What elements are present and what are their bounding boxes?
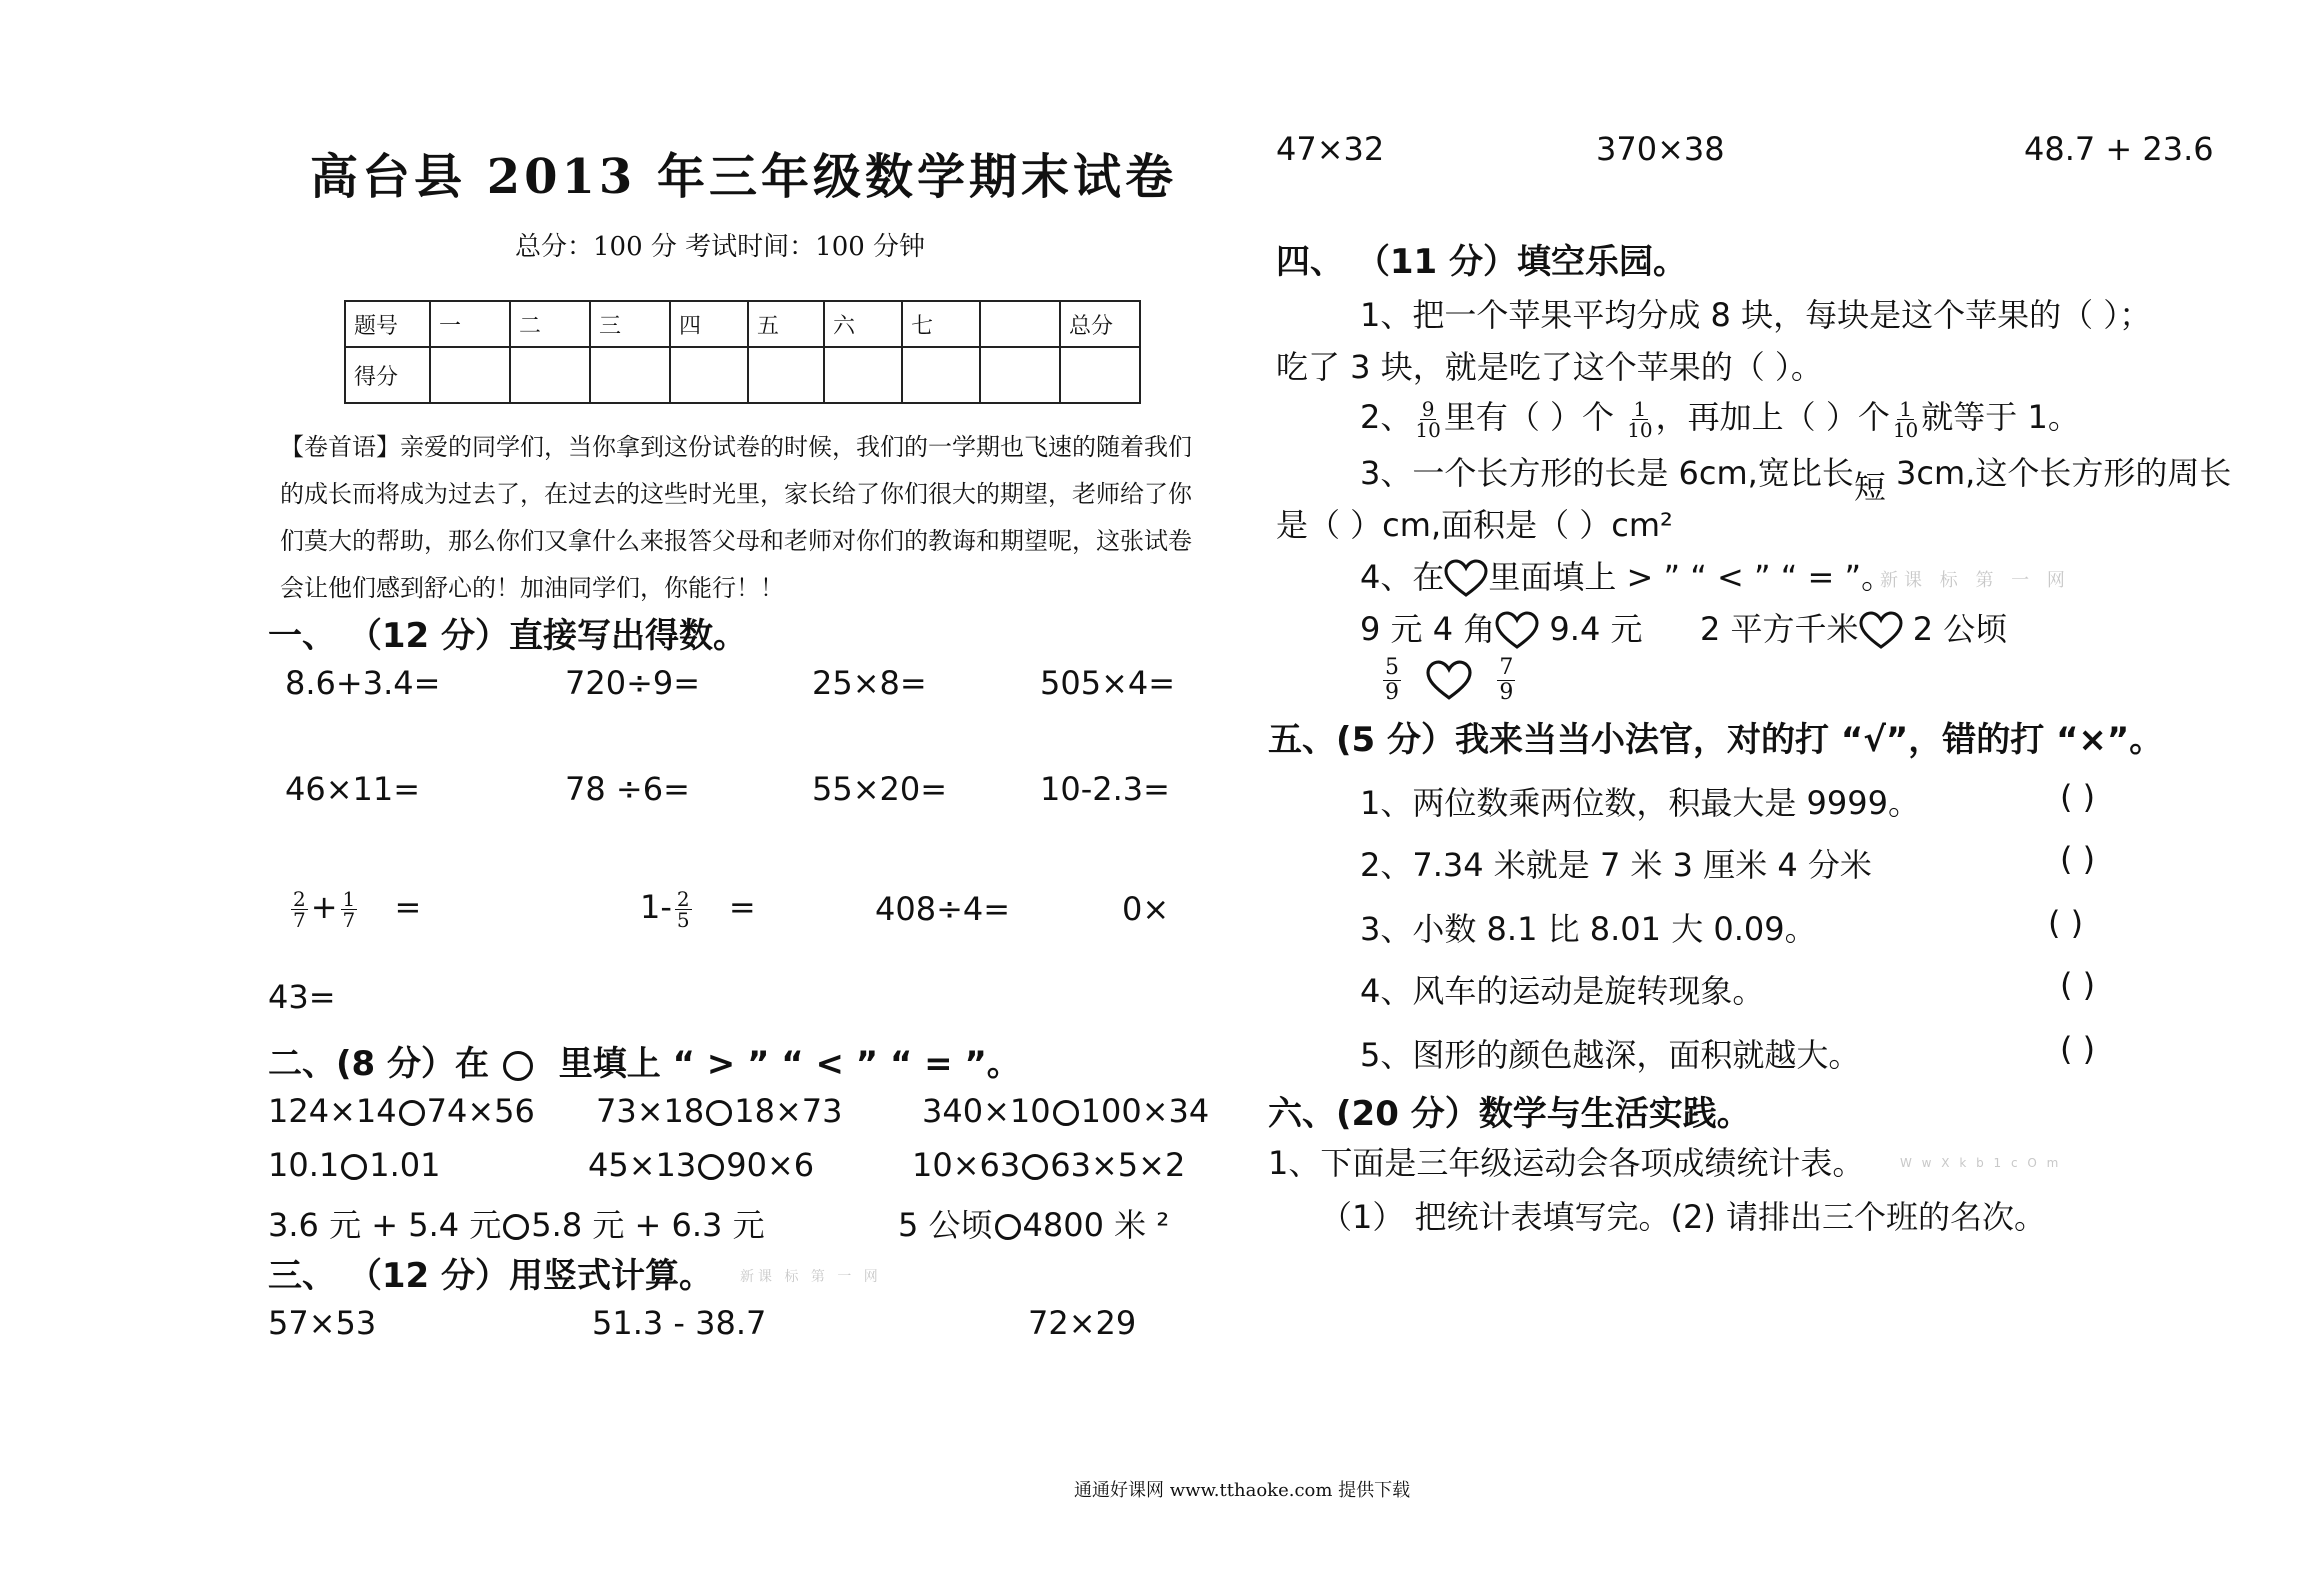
- circle-icon[interactable]: [399, 1100, 425, 1126]
- vertical-calc-item: 370×38: [1596, 130, 1725, 168]
- compare-item: 10×63 63×5×2: [912, 1146, 1186, 1184]
- fill-q1-line1: 1、把一个苹果平均分成 8 块，每块是这个苹果的（ ）；: [1360, 296, 2152, 334]
- circle-icon[interactable]: [995, 1214, 1021, 1240]
- calc-item-fraction-sum: $\frac{2}{7}$ + $\frac{1}{7}$ =: [293, 886, 422, 932]
- compare-item: 5 公顷 4800 米 ²: [898, 1206, 1170, 1244]
- score-table-cell: 总分: [1060, 301, 1140, 347]
- practice-q1-sub: （1） 把统计表填写完。(2) 请排出三个班的名次。: [1320, 1198, 2047, 1236]
- score-table-cell: 七: [902, 301, 980, 347]
- score-table-cell: 三: [590, 301, 670, 347]
- score-input-cell[interactable]: [748, 347, 824, 403]
- vertical-calc-item: 57×53: [268, 1304, 377, 1342]
- fraction: $\frac{1}{7}$: [342, 886, 356, 932]
- section5-heading: 五、(5 分）我来当当小法官，对的打 “√”，错的打 “×”。: [1268, 720, 2164, 760]
- section2-heading: 二、(8 分）在 里填上 “ > ” “ < ” “ = ”。: [268, 1044, 1021, 1084]
- circle-icon[interactable]: [1053, 1100, 1079, 1126]
- answer-paren[interactable]: ( ): [2060, 778, 2096, 816]
- fill-q3-line2: 是（ ）cm,面积是（ ）cm²: [1276, 506, 1673, 544]
- score-table-cell: 四: [670, 301, 748, 347]
- fraction: $\frac{5}{9}$: [1385, 655, 1399, 705]
- practice-q1: 1、下面是三年级运动会各项成绩统计表。: [1268, 1144, 1865, 1182]
- section3-heading: 三、 （12 分）用竖式计算。: [268, 1256, 713, 1296]
- answer-paren[interactable]: ( ): [2060, 966, 2096, 1004]
- answer-paren[interactable]: ( ): [2048, 904, 2084, 942]
- section6-heading: 六、(20 分）数学与生活实践。: [1268, 1094, 1751, 1134]
- watermark: 新课 标 第 一 网: [740, 1269, 882, 1285]
- answer-paren[interactable]: ( ): [2060, 840, 2096, 878]
- compare-item: 73×18 18×73: [596, 1092, 843, 1130]
- fraction: $\frac{2}{7}$: [293, 886, 306, 932]
- calc-item-fraction-diff: 1- $\frac{2}{5}$ =: [640, 886, 756, 932]
- calc-item: 78 ÷6=: [565, 770, 690, 808]
- compare-item: 340×10 100×34: [922, 1092, 1210, 1130]
- score-table-cell: 二: [510, 301, 590, 347]
- score-input-cell[interactable]: [824, 347, 902, 403]
- fill-q4-compare: 2 平方千米 2 公顷: [1700, 604, 2007, 651]
- calc-item: 0×: [1122, 890, 1170, 928]
- circle-icon[interactable]: [706, 1100, 732, 1126]
- score-table-cell: 五: [748, 301, 824, 347]
- calc-item: 8.6+3.4=: [285, 664, 441, 702]
- compare-item: 3.6 元 + 5.4 元 5.8 元 + 6.3 元: [268, 1206, 765, 1244]
- heart-icon[interactable]: [1424, 660, 1474, 702]
- judge-item: 5、图形的颜色越深，面积就越大。: [1360, 1036, 1861, 1074]
- score-input-cell[interactable]: [590, 347, 670, 403]
- fraction: $\frac{2}{5}$: [676, 886, 690, 932]
- calc-item: 55×20=: [812, 770, 948, 808]
- compare-item: 45×13 90×6: [588, 1146, 815, 1184]
- score-table-cell: 六: [824, 301, 902, 347]
- fill-q4-fraction-compare: [1380, 656, 1518, 705]
- section1-heading: 一、 （12 分）直接写出得数。: [268, 616, 747, 656]
- score-input-cell[interactable]: [510, 347, 590, 403]
- fraction: $\frac{1}{10}$: [1627, 396, 1653, 442]
- circle-icon[interactable]: [1022, 1154, 1048, 1180]
- calc-item: 720÷9=: [565, 664, 701, 702]
- fill-q3-line1: 3、一个长方形的长是 6cm,宽比长短 3cm,这个长方形的周长: [1360, 454, 2232, 506]
- judge-item: 2、7.34 米就是 7 米 3 厘米 4 分米: [1360, 846, 1872, 884]
- calc-item: 408÷4=: [875, 890, 1011, 928]
- score-input-cell[interactable]: [1060, 347, 1140, 403]
- answer-paren[interactable]: ( ): [2060, 1030, 2096, 1068]
- fill-q2: 2、 $\frac{9}{10}$ 里有（ ）个 $\frac{1}{10}$ ，再加上（ ）个 $\frac{1}{10}$ 就等于 1。: [1360, 396, 2080, 442]
- calc-item: 46×11=: [285, 770, 421, 808]
- score-input-cell[interactable]: [430, 347, 510, 403]
- score-input-cell[interactable]: [902, 347, 980, 403]
- section4-heading: 四、 （11 分）填空乐园。: [1276, 242, 1687, 282]
- compare-item: 10.1 1.01: [268, 1146, 441, 1184]
- heart-icon[interactable]: [1495, 611, 1539, 651]
- fraction: $\frac{1}{10}$: [1892, 396, 1919, 442]
- vertical-calc-item: 51.3 - 38.7: [592, 1304, 767, 1342]
- footer-text: 通通好课网 www.tthaoke.com 提供下载: [1074, 1480, 1411, 1501]
- calc-item: 43=: [268, 978, 336, 1016]
- watermark: W w X k b 1 c O m: [1900, 1156, 2062, 1170]
- circle-icon[interactable]: [341, 1154, 367, 1180]
- score-table-score-row: [345, 347, 1140, 403]
- circle-icon[interactable]: [698, 1154, 724, 1180]
- judge-item: 1、两位数乘两位数，积最大是 9999。: [1360, 784, 1920, 822]
- score-table-cell: 题号: [345, 301, 430, 347]
- score-table-header-row: [345, 301, 1140, 347]
- score-input-cell[interactable]: [980, 347, 1060, 403]
- fill-q4: 4、在 里面填上 > ” “ < ” “ = ”。: [1360, 552, 1893, 599]
- judge-item: 3、小数 8.1 比 8.01 大 0.09。: [1360, 910, 1817, 948]
- fraction: $\frac{9}{10}$: [1415, 396, 1441, 442]
- circle-icon[interactable]: [503, 1214, 529, 1240]
- calc-item: 25×8=: [812, 664, 927, 702]
- calc-item: 10-2.3=: [1040, 770, 1170, 808]
- circle-icon: [503, 1051, 533, 1081]
- fill-q4-compare: 9 元 4 角 9.4 元: [1360, 604, 1643, 651]
- score-table: [344, 300, 1141, 404]
- heart-icon[interactable]: [1859, 611, 1903, 651]
- vertical-calc-item: 47×32: [1276, 130, 1385, 168]
- score-table-cell: [980, 301, 1060, 347]
- heart-icon: [1444, 559, 1488, 599]
- page-title: 高台县 2013 年三年级数学期末试卷: [310, 149, 1178, 205]
- page-subtitle: 总分：100 分 考试时间：100 分钟: [515, 232, 926, 262]
- calc-item: 505×4=: [1040, 664, 1176, 702]
- judge-item: 4、风车的运动是旋转现象。: [1360, 972, 1765, 1010]
- score-table-cell: 一: [430, 301, 510, 347]
- fill-q1-line2: 吃了 3 块，就是吃了这个苹果的（ ）。: [1276, 348, 1823, 386]
- fraction: $\frac{7}{9}$: [1499, 655, 1514, 705]
- score-row-label: 得分: [345, 347, 430, 403]
- vertical-calc-item: 48.7 + 23.6: [2024, 130, 2214, 168]
- watermark: 新课 标 第 一 网: [1880, 570, 2071, 591]
- preface-text: 【卷首语】亲爱的同学们，当你拿到这份试卷的时候，我们的一学期也飞速的随着我们的成长而将成为过去了，在过去的这些时光里，家长给了你们很大的期望，老师给了你们莫大的帮助，那么你们又拿什么来报答父母和老师对你们的教诲和期望呢，这张试卷会让他们感到舒心的！加油同学们，你能行！！: [280, 433, 1192, 602]
- compare-item: 124×14 74×56: [268, 1092, 535, 1130]
- vertical-calc-item: 72×29: [1028, 1304, 1137, 1342]
- score-input-cell[interactable]: [670, 347, 748, 403]
